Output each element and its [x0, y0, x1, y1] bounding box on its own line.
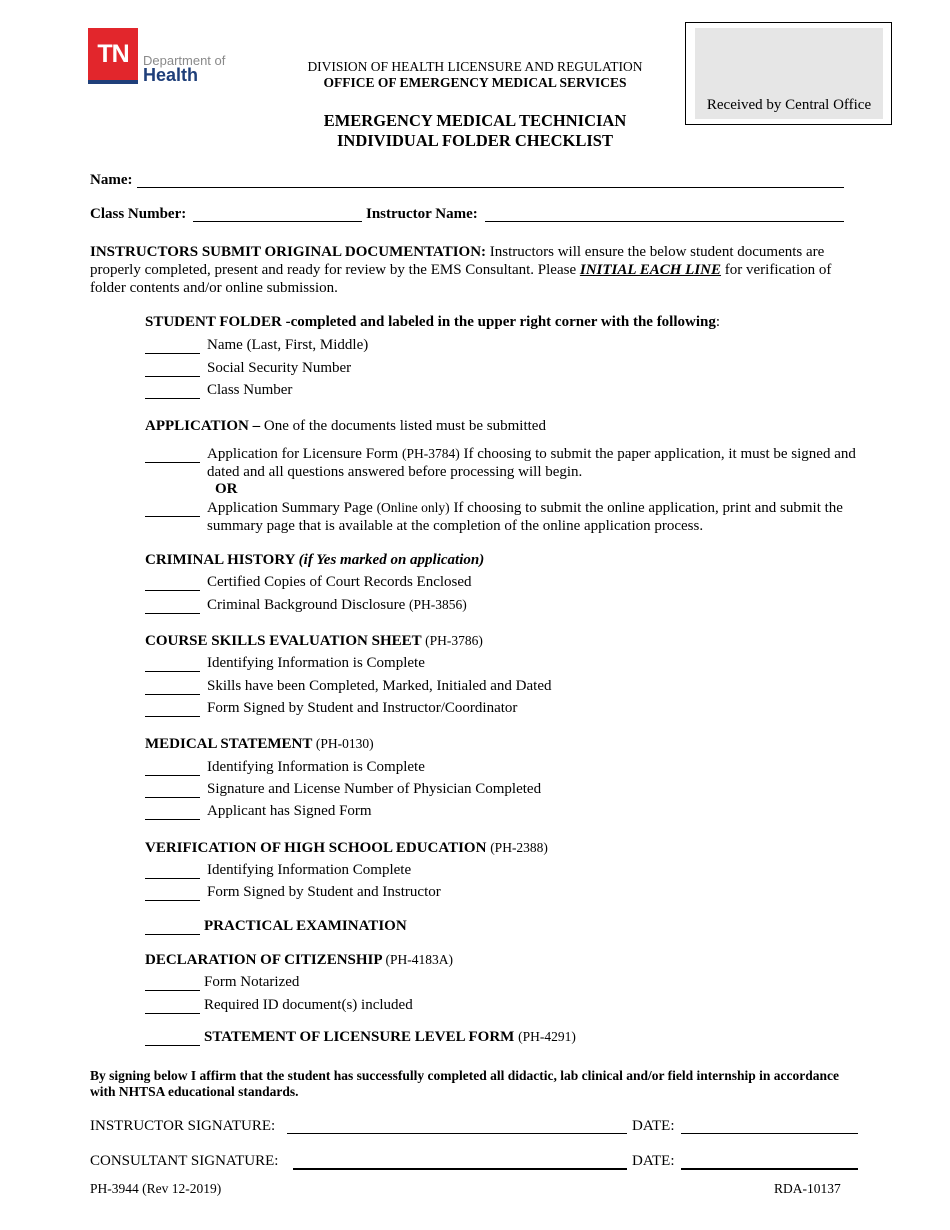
- checklist-item: [145, 974, 299, 991]
- initial-blank[interactable]: [145, 680, 200, 695]
- page-title: [0, 111, 950, 151]
- application-paper-a: Application for Licensure Form: [207, 446, 402, 462]
- skills-heading-text: COURSE SKILLS EVALUATION SHEET: [145, 633, 426, 649]
- medical-heading: [145, 736, 374, 753]
- medical-heading-text: MEDICAL STATEMENT: [145, 736, 316, 752]
- checklist-item: [145, 597, 467, 614]
- item-label: Class Number: [207, 382, 293, 398]
- title-line-2: INDIVIDUAL FOLDER CHECKLIST: [337, 131, 613, 150]
- item-label: Identifying Information is Complete: [207, 655, 425, 671]
- consultant-signature-field[interactable]: [293, 1168, 627, 1170]
- instructor-signature-field[interactable]: [287, 1133, 627, 1134]
- initial-blank[interactable]: [145, 805, 200, 820]
- affirmation-text: By signing below I affirm that the student has successfully completed all didactic, lab clinical and/or field internship in accordance with NHTSA educational standards.: [90, 1068, 840, 1099]
- checklist-item: [145, 574, 472, 591]
- licensure-level-text: STATEMENT OF LICENSURE LEVEL FORM: [204, 1029, 519, 1045]
- item-label: Social Security Number: [207, 360, 352, 376]
- instructor-date-label: DATE:: [632, 1118, 675, 1134]
- instructions-text-1: Instructors will ensure the below student documents are properly completed, present and ready for review by the EMS Consultant. Please: [90, 244, 825, 278]
- instructor-name-label: Instructor Name:: [366, 206, 478, 222]
- student-folder-colon: :: [715, 314, 721, 330]
- item-label: Skills have been Completed, Marked, Initialed and Dated: [207, 678, 552, 694]
- skills-heading: [145, 633, 483, 650]
- initial-blank[interactable]: [145, 761, 200, 776]
- application-item-paper: [145, 445, 860, 481]
- instructions-bold: INSTRUCTORS SUBMIT ORIGINAL DOCUMENTATION:: [90, 244, 487, 260]
- office-text: OFFICE OF EMERGENCY MEDICAL SERVICES: [323, 75, 627, 90]
- checklist-item: [145, 781, 541, 798]
- initial-blank[interactable]: [145, 1031, 200, 1046]
- hs-heading-text: VERIFICATION OF HIGH SCHOOL EDUCATION: [145, 840, 491, 856]
- hs-code: (PH-2388): [490, 840, 548, 855]
- item-label: Identifying Information is Complete: [207, 759, 425, 775]
- logo-initials: TN: [97, 39, 129, 68]
- item-label: Form Notarized: [204, 974, 300, 990]
- initial-blank[interactable]: [145, 448, 200, 463]
- initial-blank[interactable]: [145, 599, 200, 614]
- header-block: [275, 59, 675, 91]
- criminal-item2-code: (PH-3856): [409, 597, 467, 612]
- initial-blank[interactable]: [145, 657, 200, 672]
- class-number-field[interactable]: [193, 221, 362, 222]
- licensure-level-item: [145, 1029, 576, 1046]
- application-item-online: [145, 499, 860, 535]
- item-label: Applicant has Signed Form: [207, 803, 372, 819]
- checklist-item: [145, 803, 372, 820]
- medical-code: (PH-0130): [315, 736, 374, 751]
- application-heading: [145, 418, 546, 435]
- checklist-item: [145, 700, 517, 717]
- item-label: Certified Copies of Court Records Enclosed: [207, 574, 472, 590]
- skills-code: (PH-3786): [425, 633, 483, 648]
- tn-logo: [88, 28, 138, 80]
- criminal-heading-text: CRIMINAL HISTORY: [145, 552, 299, 568]
- checklist-item: [145, 337, 368, 354]
- citizenship-code: (PH-4183A): [385, 952, 453, 967]
- checklist-item: [145, 382, 292, 399]
- criminal-item2-text: Criminal Background Disclosure: [207, 597, 410, 613]
- consultant-signature-label: CONSULTANT SIGNATURE:: [90, 1153, 279, 1169]
- initial-blank[interactable]: [145, 576, 200, 591]
- instructions-paragraph: [90, 243, 860, 297]
- initial-blank[interactable]: [145, 384, 200, 399]
- criminal-note: (if Yes marked on application): [298, 552, 485, 568]
- initial-blank[interactable]: [145, 886, 200, 901]
- or-label: OR: [215, 481, 238, 497]
- initial-blank[interactable]: [145, 502, 200, 517]
- initial-blank[interactable]: [145, 920, 200, 935]
- item-label: Form Signed by Student and Instructor: [207, 884, 441, 900]
- criminal-history-heading: [145, 552, 484, 569]
- consultant-date-label: DATE:: [632, 1153, 675, 1169]
- checklist-item: [145, 862, 411, 879]
- checklist-item: [145, 360, 351, 377]
- logo-health-text: Health: [143, 65, 199, 85]
- initial-blank[interactable]: [145, 339, 200, 354]
- checklist-item: [145, 759, 425, 776]
- form-number: PH-3944 (Rev 12-2019): [90, 1181, 222, 1196]
- item-label: Identifying Information Complete: [207, 862, 412, 878]
- item-label: Signature and License Number of Physician Completed: [207, 781, 542, 797]
- application-paper-b: If choosing to submit the paper application, it must be signed and dated and all questions answered before processing will begin.: [207, 446, 856, 480]
- initial-blank[interactable]: [145, 783, 200, 798]
- instructor-name-field[interactable]: [485, 221, 844, 222]
- division-text: DIVISION OF HEALTH LICENSURE AND REGULATION: [307, 59, 643, 74]
- checklist-item: [145, 655, 425, 672]
- item-label: Name (Last, First, Middle): [207, 337, 369, 353]
- citizenship-heading-text: DECLARATION OF CITIZENSHIP: [145, 952, 386, 968]
- item-label: Required ID document(s) included: [204, 997, 413, 1013]
- title-line-1: EMERGENCY MEDICAL TECHNICIAN: [323, 111, 627, 130]
- student-folder-heading: [145, 314, 720, 331]
- application-online-code: (Online only): [376, 500, 450, 515]
- rda-number: RDA-10137: [774, 1181, 841, 1196]
- licensure-level-code: (PH-4291): [518, 1029, 576, 1044]
- checklist-item: [145, 997, 413, 1014]
- instructions-text-2: for verification of folder contents and/or online submission.: [90, 262, 832, 296]
- application-note: One of the documents listed must be submitted: [260, 418, 546, 434]
- initial-blank[interactable]: [145, 702, 200, 717]
- citizenship-heading: [145, 952, 453, 969]
- initial-blank[interactable]: [145, 976, 200, 991]
- student-folder-heading-text: STUDENT FOLDER -completed and labeled in the upper right corner with the following: [145, 314, 716, 330]
- initial-blank[interactable]: [145, 999, 200, 1014]
- practical-exam-item: [145, 918, 407, 935]
- application-online-text: [207, 499, 857, 535]
- instructor-signature-label: INSTRUCTOR SIGNATURE:: [90, 1118, 276, 1134]
- name-field[interactable]: [137, 187, 844, 188]
- instructor-date-field[interactable]: [681, 1133, 858, 1134]
- application-paper-code: (PH-3784): [401, 446, 460, 461]
- application-online-b: If choosing to submit the online application, print and submit the summary page that is available at the completion of the online application process.: [207, 500, 843, 534]
- received-label: Received by Central Office: [706, 97, 872, 113]
- application-heading-text: APPLICATION –: [145, 418, 261, 434]
- consultant-date-field[interactable]: [681, 1168, 858, 1170]
- initial-blank[interactable]: [145, 362, 200, 377]
- practical-exam-label: PRACTICAL EXAMINATION: [204, 918, 407, 934]
- application-online-a: Application Summary Page: [207, 500, 377, 516]
- application-paper-text: [207, 445, 857, 481]
- name-label: Name:: [90, 172, 133, 188]
- logo-dept-text: Department of: [143, 53, 226, 68]
- received-box: [695, 28, 883, 119]
- checklist-item: [145, 884, 441, 901]
- logo-underline: [88, 80, 138, 84]
- high-school-heading: [145, 840, 548, 857]
- initial-blank[interactable]: [145, 864, 200, 879]
- licensure-level-label: [204, 1029, 576, 1046]
- initial-each-line: INITIAL EACH LINE: [579, 262, 722, 278]
- class-number-label: Class Number:: [90, 206, 187, 222]
- checklist-item: [145, 678, 552, 695]
- item-label: [207, 597, 467, 614]
- item-label: Form Signed by Student and Instructor/Coordinator: [207, 700, 518, 716]
